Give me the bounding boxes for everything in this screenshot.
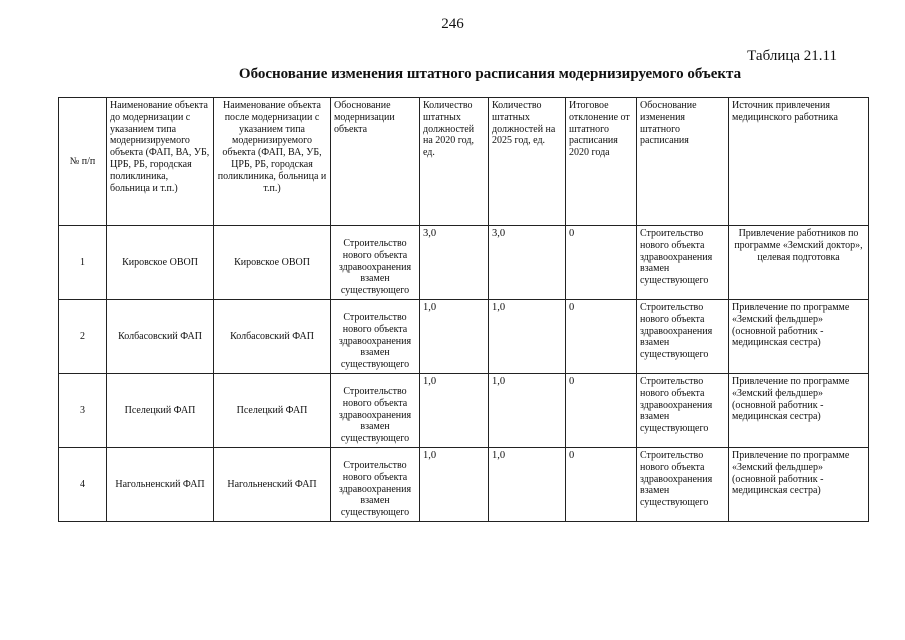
cell-object-after: Нагольненский ФАП [214, 448, 331, 522]
cell-deviation: 0 [566, 300, 637, 374]
cell-modernization-reason: Строительство нового объекта здравоохранения взамен существующего [331, 300, 420, 374]
cell-staff-2025: 1,0 [489, 448, 566, 522]
table-row [59, 226, 869, 300]
staffing-table [58, 97, 869, 522]
cell-object-before: Пселецкий ФАП [107, 374, 214, 448]
header-num: № п/п [59, 98, 107, 226]
cell-source: Привлечение по программе «Земский фельдшер» (основной работник - медицинская сестра) [729, 374, 869, 448]
cell-object-after: Пселецкий ФАП [214, 374, 331, 448]
table-row [59, 448, 869, 522]
cell-object-before: Нагольненский ФАП [107, 448, 214, 522]
cell-modernization-reason: Строительство нового объекта здравоохранения взамен существующего [331, 448, 420, 522]
header-staff-2020: Количество штатных должностей на 2020 год, ед. [420, 98, 489, 226]
cell-object-after: Кировское ОВОП [214, 226, 331, 300]
cell-staff-2020: 1,0 [420, 300, 489, 374]
cell-staff-2025: 1,0 [489, 374, 566, 448]
cell-num: 4 [59, 448, 107, 522]
table-row [59, 374, 869, 448]
header-modernization-reason: Обоснование модернизации объекта [331, 98, 420, 226]
cell-object-after: Колбасовский ФАП [214, 300, 331, 374]
cell-change-reason: Строительство нового объекта здравоохранения взамен существующего [637, 374, 729, 448]
header-source: Источник привлечения медицинского работника [729, 98, 869, 226]
header-change-reason: Обоснование изменения штатного расписания [637, 98, 729, 226]
cell-source: Привлечение по программе «Земский фельдшер» (основной работник - медицинская сестра) [729, 448, 869, 522]
page-number: 246 [441, 16, 464, 32]
page-title: Обоснование изменения штатного расписания модернизируемого объекта [238, 66, 742, 82]
header-object-after: Наименование объекта после модернизации с указанием типа модернизируемого объекта (ФАП, ВА, УБ, ЦРБ, РБ, городская поликлиника, больница и т.п.) [214, 98, 331, 226]
cell-deviation: 0 [566, 448, 637, 522]
cell-object-before: Кировское ОВОП [107, 226, 214, 300]
header-object-before: Наименование объекта до модернизации с указанием типа модернизируемого объекта (ФАП, ВА, УБ, ЦРБ, РБ, городская поликлиника, больница и т.п.) [107, 98, 214, 226]
cell-staff-2025: 1,0 [489, 300, 566, 374]
cell-modernization-reason: Строительство нового объекта здравоохранения взамен существующего [331, 226, 420, 300]
cell-change-reason: Строительство нового объекта здравоохранения взамен существующего [637, 448, 729, 522]
cell-deviation: 0 [566, 226, 637, 300]
cell-modernization-reason: Строительство нового объекта здравоохранения взамен существующего [331, 374, 420, 448]
cell-num: 2 [59, 300, 107, 374]
table-header-row [59, 98, 869, 226]
cell-object-before: Колбасовский ФАП [107, 300, 214, 374]
cell-staff-2020: 1,0 [420, 374, 489, 448]
cell-change-reason: Строительство нового объекта здравоохранения взамен существующего [637, 300, 729, 374]
cell-num: 1 [59, 226, 107, 300]
cell-source: Привлечение работников по программе «Земский доктор», целевая подготовка [729, 226, 869, 300]
header-deviation: Итоговое отклонение от штатного расписания 2020 года [566, 98, 637, 226]
cell-change-reason: Строительство нового объекта здравоохранения взамен существующего [637, 226, 729, 300]
table-label: Таблица 21.11 [747, 48, 837, 64]
table-row [59, 300, 869, 374]
cell-deviation: 0 [566, 374, 637, 448]
cell-staff-2020: 3,0 [420, 226, 489, 300]
cell-source: Привлечение по программе «Земский фельдшер» (основной работник - медицинская сестра) [729, 300, 869, 374]
cell-num: 3 [59, 374, 107, 448]
cell-staff-2020: 1,0 [420, 448, 489, 522]
cell-staff-2025: 3,0 [489, 226, 566, 300]
header-staff-2025: Количество штатных должностей на 2025 год, ед. [489, 98, 566, 226]
